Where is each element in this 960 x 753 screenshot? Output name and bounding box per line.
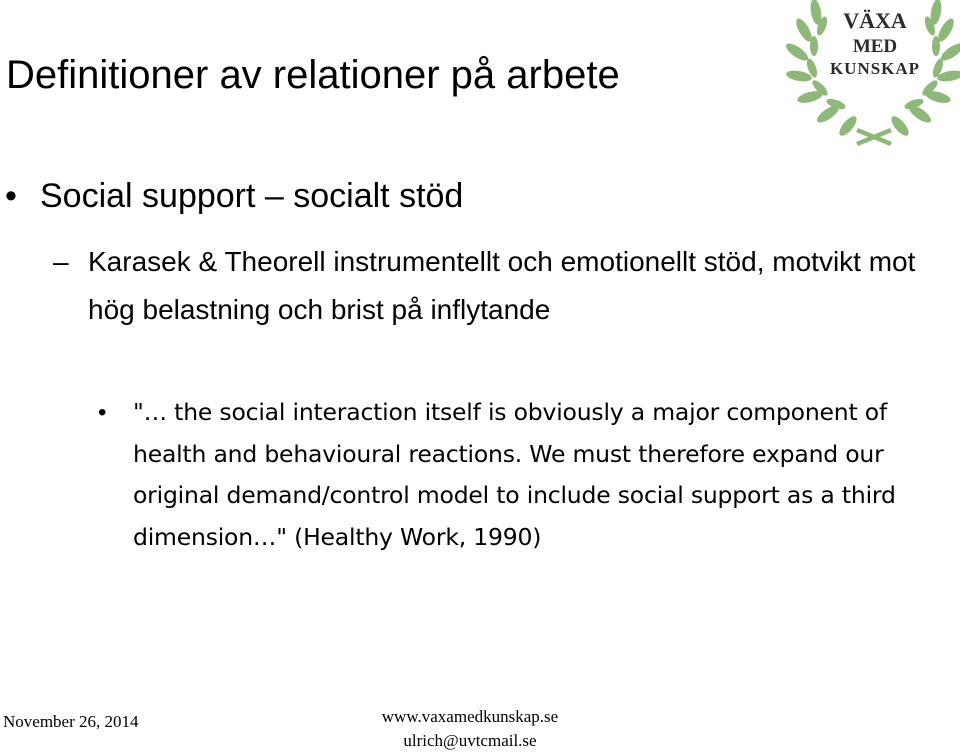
quote-text: "… the social interaction itself is obviously a major component of health and behavioural reactions. We must therefore expand our original demand/control model to include social support as a third dimension…" (Healthy Work, 1990): [133, 398, 896, 551]
bullet-text: Social support – socialt stöd: [40, 177, 464, 215]
footer-contact: [310, 705, 630, 753]
footer-website: www.vaxamedkunskap.se: [381, 707, 559, 726]
bullet-marker: •: [5, 177, 17, 215]
logo-line-3: KUNSKAP: [829, 59, 921, 78]
logo-text: [786, 0, 960, 148]
logo-line-2: MED: [852, 36, 898, 57]
vaxa-med-kunskap-logo: [786, 0, 960, 148]
footer-date: November 26, 2014: [3, 712, 139, 731]
bullet-text: Karasek & Theorell instrumentellt och emotionellt stöd, motvikt mot hög belastning och brist på inflytande: [88, 246, 916, 325]
slide-title: Definitioner av relationer på arbete: [6, 53, 620, 97]
footer-email: ulrich@uvtcmail.se: [403, 731, 537, 750]
bullet-marker: •: [98, 399, 107, 426]
dash-marker: –: [53, 246, 69, 277]
logo-line-1: VÄXA: [843, 8, 907, 33]
